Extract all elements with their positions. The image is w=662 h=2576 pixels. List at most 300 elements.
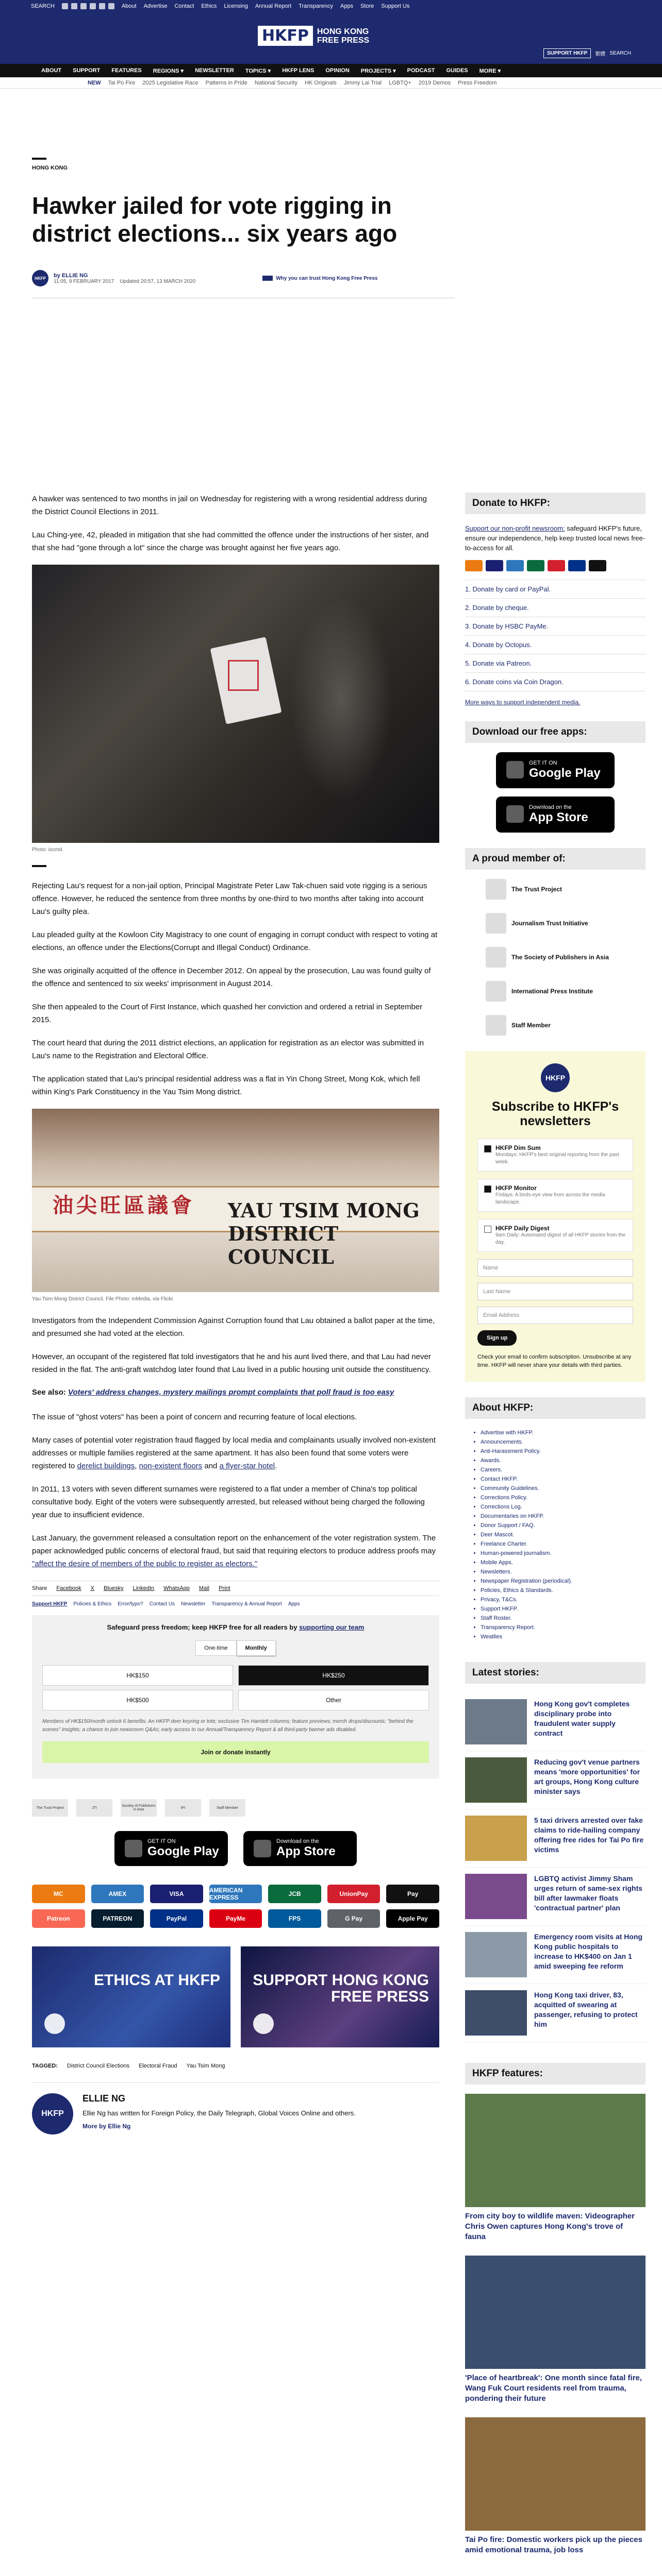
- sidebar-heading-donate: Donate to HKFP:: [465, 493, 646, 514]
- top-link-store[interactable]: Store: [360, 3, 374, 9]
- instagram-icon[interactable]: [80, 3, 87, 9]
- sidebar-heading-latest: Latest stories:: [465, 1662, 646, 1684]
- nav-item-features[interactable]: FEATURES: [111, 67, 142, 74]
- about-link[interactable]: • Community Guidelines.: [481, 1484, 646, 1493]
- trending-item[interactable]: 2025 Legislative Race: [142, 79, 198, 86]
- feature-image[interactable]: [465, 2094, 646, 2207]
- newsletter-signup: [465, 1051, 646, 1382]
- unionpay-icon: [548, 560, 565, 571]
- latest-stories: [465, 1693, 646, 2042]
- latest-story[interactable]: [465, 1868, 646, 1926]
- member-name: International Press Institute: [511, 988, 593, 995]
- newsletter-option-desc: Mondays: HKFP's best original reporting from the past week.: [495, 1152, 619, 1165]
- card-logos: [465, 560, 646, 571]
- language-toggle[interactable]: 繁體: [595, 52, 606, 57]
- share-whatsapp[interactable]: WhatsApp: [163, 1585, 190, 1591]
- nav-item-about[interactable]: ABOUT: [41, 67, 62, 74]
- about-link[interactable]: • Weatlies: [481, 1632, 646, 1641]
- support-hkfp-button[interactable]: SUPPORT HKFP: [543, 48, 591, 58]
- latest-story[interactable]: [465, 1809, 646, 1868]
- about-link[interactable]: • Corrections Log.: [481, 1502, 646, 1512]
- jti-icon: [486, 913, 506, 934]
- author-avatar[interactable]: HKFP: [32, 270, 48, 286]
- about-link[interactable]: • Donor Support / FAQ.: [481, 1521, 646, 1530]
- top-link-licensing[interactable]: Licensing: [224, 3, 248, 9]
- masthead-actions: [543, 48, 631, 58]
- donation-method[interactable]: 1. Donate by card or PayPal.: [465, 580, 646, 598]
- amount-option[interactable]: HK$500: [42, 1690, 233, 1710]
- meta-link[interactable]: Transparency & Annual Report: [211, 1601, 282, 1607]
- donate-description: [465, 523, 646, 553]
- meta-link[interactable]: Apps: [288, 1601, 300, 1607]
- paragraph: She was originally acquitted of the offence in December 2012. On appeal by the prosecution, Lau was found guilty of the offence and sentenced to six weeks' imprisonment in August 2014.: [32, 967, 431, 988]
- donate-banner: [42, 1623, 429, 1631]
- about-link[interactable]: • Mobile Apps.: [481, 1558, 646, 1567]
- paragraph: She then appealed to the Court of First Instance, which quashed her conviction and ordered a retrial in September 2015.: [32, 1003, 423, 1024]
- inline-link[interactable]: non-existent floors: [139, 1462, 203, 1470]
- meta-links: [32, 1596, 439, 1612]
- meta-link[interactable]: Contact Us: [149, 1601, 175, 1607]
- social-icons: [62, 3, 114, 9]
- share-facebook[interactable]: Facebook: [56, 1585, 81, 1591]
- about-link[interactable]: • Privacy, T&Cs.: [481, 1595, 646, 1604]
- jcb-icon: [527, 560, 544, 571]
- about-link[interactable]: • Policies, Ethics & Standards.: [481, 1586, 646, 1595]
- promo-text: SUPPORT HONG KONG FREE PRESS: [253, 1972, 429, 2005]
- sidebar-heading-member: A proud member of:: [465, 848, 646, 870]
- story-thumbnail[interactable]: [465, 1816, 527, 1861]
- about-link[interactable]: • Staff Roster.: [481, 1614, 646, 1623]
- checkbox[interactable]: [484, 1145, 491, 1153]
- paragraph: The application stated that Lau's principal residential address was a flat in Yin Chong Street, Mong Kok, which fell within King's Park Constituency in the Yau Tsim Mong district.: [32, 1075, 420, 1096]
- top-link-advertise[interactable]: Advertise: [143, 3, 168, 9]
- payment-logo: AMERICAN EXPRESS: [209, 1885, 262, 1903]
- feature-image[interactable]: [465, 2417, 646, 2531]
- masthead: [0, 12, 662, 64]
- newsletter-option-name: HKFP Monitor: [495, 1184, 537, 1192]
- threads-icon[interactable]: [99, 3, 105, 9]
- trust-logos: [32, 1799, 439, 1817]
- feature-image[interactable]: [465, 2256, 646, 2369]
- feature-headline[interactable]: 'Place of heartbreak': One month since fatal fire, Wang Fuk Court residents reel from trauma, pondering their future: [465, 2374, 642, 2403]
- top-link-ethics[interactable]: Ethics: [201, 3, 217, 9]
- sign-up-button[interactable]: Sign up: [477, 1330, 517, 1346]
- trending-item[interactable]: 2019 Demos: [418, 79, 451, 86]
- donate-description-link[interactable]: Support our non-profit newsroom:: [465, 524, 565, 532]
- visa-icon: [486, 560, 503, 571]
- feature-headline[interactable]: From city boy to wildlife maven: Videographer Chris Owen captures Hong Kong's trove of fauna: [465, 2212, 635, 2241]
- paragraph-text: Many cases of potential voter registration fraud flagged by local media and complainants usually involved non-existent addresses or multiple families registered at the same apartment. It has also been found that some voters were registered to: [32, 1436, 436, 1470]
- payment-methods: [32, 1885, 439, 1928]
- logo-mark: HKFP: [258, 26, 313, 46]
- nav-item-topics[interactable]: TOPICS ▾: [245, 67, 271, 74]
- author-name[interactable]: ELLIE NG: [82, 2093, 126, 2104]
- feature-headline[interactable]: Tai Po fire: Domestic workers pick up the pieces amid emotional trauma, job loss: [465, 2535, 642, 2554]
- latest-story[interactable]: [465, 1693, 646, 1751]
- play-icon[interactable]: [253, 2013, 274, 2034]
- about-link[interactable]: • Newspaper Registration (periodical).: [481, 1577, 646, 1586]
- store-big-text: Google Play: [147, 1844, 219, 1858]
- nav-item-hkfp-lens[interactable]: HKFP LENS: [282, 67, 315, 74]
- section-rule: [32, 865, 46, 867]
- more-ways-link[interactable]: More ways to support independent media.: [465, 699, 581, 706]
- store-big-text: Google Play: [529, 766, 601, 780]
- paragraph: The court heard that during the 2011 district elections, an application for registration as an elector was submitted in Lau's name to the Registration and Electoral Office.: [32, 1039, 424, 1060]
- paragraph: Rejecting Lau's request for a non-jail option, Principal Magistrate Peter Law Tak-chuen said vote rigging is a serious offence. However, he reduced the sentence from three months by one-third to two months after taking into account Lau's guilty plea.: [32, 882, 427, 916]
- trust-logo[interactable]: JTI: [76, 1799, 112, 1817]
- story-headline[interactable]: Hong Kong taxi driver, 83, acquitted of swearing at passenger, refusing to protect him: [534, 1991, 638, 2028]
- nav-item-newsletter[interactable]: NEWSLETTER: [195, 67, 234, 74]
- newsletter-logo: HKFP: [541, 1063, 570, 1092]
- byline: [32, 270, 646, 286]
- store-small-text: GET IT ON: [529, 760, 557, 766]
- article-photo-council: [32, 1109, 439, 1292]
- share-print[interactable]: Print: [219, 1585, 230, 1591]
- top-utility-bar: [0, 0, 662, 12]
- trust-link[interactable]: Why you can trust Hong Kong Free Press: [262, 276, 377, 281]
- donate-description-text: safeguard HKFP's future, ensure our independence, help keep trusted local news free-to-access for all.: [465, 524, 646, 552]
- last-name-field[interactable]: Last Name: [477, 1283, 633, 1300]
- sidebar: [465, 493, 646, 2569]
- trust-project-icon: [486, 879, 506, 900]
- donation-method[interactable]: 3. Donate by HSBC PayMe.: [465, 617, 646, 635]
- share-bar: [32, 1581, 439, 1596]
- newsletter-title: Subscribe to HKFP's newsletters: [491, 1099, 619, 1128]
- member-name: The Society of Publishers in Asia: [511, 954, 609, 961]
- share-linkedin[interactable]: LinkedIn: [133, 1585, 155, 1591]
- member-logo[interactable]: [486, 947, 646, 968]
- about-link[interactable]: • Newsletters.: [481, 1567, 646, 1577]
- ethics-video-promo[interactable]: [32, 1946, 230, 2047]
- masthead-search-button[interactable]: SEARCH: [609, 50, 631, 56]
- about-link[interactable]: • Advertise with HKFP.: [481, 1428, 646, 1437]
- payment-logo: Patreon: [32, 1909, 85, 1928]
- newsletter-option-text: [495, 1144, 626, 1166]
- newsletter-option-text: [495, 1184, 626, 1206]
- about-link[interactable]: • Deer Mascot.: [481, 1530, 646, 1539]
- photo-sign-chinese: 油尖旺區議會: [53, 1193, 195, 1217]
- newsletter-option-name: HKFP Daily Digest: [495, 1225, 550, 1232]
- main-nav: [0, 64, 662, 77]
- author-box-avatar[interactable]: HKFP: [32, 2093, 73, 2134]
- frequency-one-time[interactable]: One-time: [195, 1640, 236, 1656]
- donation-method[interactable]: 2. Donate by cheque.: [465, 598, 646, 617]
- store-big-text: App Store: [276, 1844, 336, 1858]
- member-name: The Trust Project: [511, 886, 562, 893]
- nav-item-support[interactable]: SUPPORT: [73, 67, 101, 74]
- sidebar-heading-about: About HKFP:: [465, 1397, 646, 1419]
- store-small-text: GET IT ON: [147, 1838, 176, 1844]
- newsletter-option-text: [495, 1225, 626, 1246]
- trending-item[interactable]: HK Originals: [304, 79, 337, 86]
- updated-date: Updated 20:57, 13 MARCH 2020: [120, 278, 196, 284]
- payment-logo: PayMe: [209, 1909, 262, 1928]
- search-link[interactable]: SEARCH: [31, 3, 55, 9]
- feature-story[interactable]: [465, 2094, 646, 2242]
- inline-link[interactable]: "affect the desire of members of the public to register as electors.": [32, 1560, 258, 1568]
- nav-item-podcast[interactable]: PODCAST: [407, 67, 435, 74]
- donation-methods: [465, 580, 646, 691]
- donation-method[interactable]: 4. Donate by Octopus.: [465, 635, 646, 654]
- trending-item[interactable]: Tai Po Fire: [108, 79, 136, 86]
- member-logos: [465, 879, 646, 1036]
- story-thumbnail[interactable]: [465, 1874, 527, 1919]
- story-headline[interactable]: LGBTQ activist Jimmy Sham urges return of same-sex rights bill after lawmaker floats 'contractual partner' plan: [534, 1874, 643, 1912]
- top-link-annual-report[interactable]: Annual Report: [255, 3, 292, 9]
- article-title: Hawker jailed for vote rigging in district elections... six years ago: [32, 192, 398, 247]
- story-headline[interactable]: Emergency room visits at Hong Kong public hospitals to increase to HK$400 on Jan 1 amid sweeping fee reform: [534, 1933, 643, 1970]
- payment-logo: PATREON: [91, 1909, 144, 1928]
- trending-bar: [0, 77, 662, 89]
- newsletter-option[interactable]: [477, 1219, 633, 1252]
- photo-shape: [228, 660, 259, 691]
- join-button[interactable]: Join or donate instantly: [42, 1741, 429, 1763]
- trending-item[interactable]: Patterns in Pride: [205, 79, 247, 86]
- story-headline[interactable]: 5 taxi drivers arrested over fake claims to ride-hailing company offering free rides for Tai Po fire victims: [534, 1816, 644, 1854]
- payment-logo: Apple Pay: [386, 1909, 439, 1928]
- donate-box: [32, 1615, 439, 1778]
- checkbox[interactable]: [484, 1226, 491, 1233]
- app-store-button[interactable]: [496, 796, 615, 833]
- meta-link[interactable]: Policies & Ethics: [73, 1601, 112, 1607]
- story-headline[interactable]: Reducing gov't venue partners means 'more opportunities' for art groups, Hong Kong culture minister says: [534, 1758, 640, 1795]
- top-link-support[interactable]: Support Us: [381, 3, 410, 9]
- about-link[interactable]: • Documentaries on HKFP.: [481, 1512, 646, 1521]
- feature-story[interactable]: [465, 2417, 646, 2555]
- paragraph: A hawker was sentenced to two months in jail on Wednesday for registering with a wrong residential address during the District Council Elections in 2011.: [32, 495, 427, 516]
- sidebar-heading-apps: Download our free apps:: [465, 721, 646, 743]
- paragraph: Lau Ching-yee, 42, pleaded in mitigation that she had committed the offence under the instructions of her sister, and that she had "gone through a lot" since the charge was brought against her five years ago.: [32, 531, 429, 552]
- sopa-icon: [486, 947, 506, 968]
- article-photo-vote: [32, 565, 439, 843]
- sidebar-store-buttons: [465, 752, 646, 833]
- author-bio: Ellie Ng has written for Foreign Policy, the Daily Telegraph, Global Voices Online and others.: [82, 2109, 356, 2117]
- member-logo[interactable]: [486, 879, 646, 900]
- donation-method[interactable]: 6. Donate coins via Coin Dragon.: [465, 672, 646, 691]
- feature-story[interactable]: [465, 2256, 646, 2404]
- about-link[interactable]: • Awards.: [481, 1456, 646, 1465]
- share-bluesky[interactable]: Bluesky: [104, 1585, 124, 1591]
- payment-logo: Pay: [386, 1885, 439, 1903]
- share-x[interactable]: X: [90, 1585, 95, 1591]
- payment-logo: FPS: [268, 1909, 321, 1928]
- share-label: Share: [32, 1585, 47, 1591]
- see-also-link[interactable]: Voters' address changes, mystery mailings prompt complaints that poll fraud is too easy: [68, 1388, 394, 1397]
- nav-item-projects[interactable]: PROJECTS ▾: [360, 67, 396, 74]
- member-logo[interactable]: [486, 1015, 646, 1036]
- payment-logo: AMEX: [91, 1885, 144, 1903]
- about-link[interactable]: • Corrections Policy.: [481, 1493, 646, 1502]
- meta-link[interactable]: Error/typo?: [118, 1601, 143, 1607]
- article-body: [32, 493, 439, 2134]
- support-video-promo[interactable]: [241, 1946, 439, 2047]
- amount-option[interactable]: Other: [238, 1690, 429, 1710]
- first-name-field[interactable]: Name: [477, 1259, 633, 1277]
- member-logo[interactable]: [486, 913, 646, 934]
- author-box: [32, 2082, 439, 2134]
- photo-shape: [290, 596, 393, 802]
- about-link[interactable]: • Anti-Harassment Policy.: [481, 1447, 646, 1456]
- about-link[interactable]: • Support HKFP.: [481, 1604, 646, 1614]
- top-link-apps[interactable]: Apps: [340, 3, 354, 9]
- trust-logo[interactable]: Society of Publishers in Asia: [121, 1799, 157, 1817]
- sidebar-heading-features: HKFP features:: [465, 2063, 646, 2084]
- frequency-toggle: [42, 1640, 429, 1656]
- tag-link[interactable]: Yau Tsim Mong: [186, 2063, 225, 2069]
- see-also: [32, 1386, 439, 1398]
- story-headline[interactable]: Hong Kong gov't completes disciplinary probe into fraudulent water supply contract: [534, 1700, 630, 1737]
- payment-logo: MC: [32, 1885, 85, 1903]
- nav-item-guides[interactable]: GUIDES: [446, 67, 468, 74]
- more-by-author-link[interactable]: More by Ellie Ng: [82, 2123, 131, 2130]
- trending-item[interactable]: National Security: [254, 79, 297, 86]
- member-perks: Members of HK$150/month unlock 6 benefits: An HKFP deer keyring or tote; exclusive Tim Hamlett columns; feature previews; merch drops/discounts; "behind the scenes" insights; a chance to join newsroom Q&As; early access to our Annual/Transparency Report & all third-party banner ads disabled.: [42, 1719, 413, 1733]
- nav-item-opinion[interactable]: OPINION: [325, 67, 350, 74]
- site-logo[interactable]: [258, 26, 369, 46]
- paragraph: However, an occupant of the registered flat told investigators that he and his aunt lived there, and that Lau had never resided in the flat. The anti-graft watchdog later found that Lau lived in a public housing unit outside the constituency.: [32, 1352, 431, 1374]
- paragraph: Investigators from the Independent Commission Against Corruption found that Lau obtained a ballot paper at the time, and presumed she had voted at the election.: [32, 1316, 435, 1338]
- tag-list: [32, 2063, 439, 2069]
- about-link[interactable]: • Transparency Report.: [481, 1623, 646, 1632]
- about-link[interactable]: • Careers.: [481, 1465, 646, 1475]
- latest-story[interactable]: [465, 1751, 646, 1809]
- newsletter-option[interactable]: [477, 1139, 633, 1172]
- trust-logo[interactable]: Staff Member: [209, 1799, 245, 1817]
- paragraph: Many cases of potential voter registration fraud flagged by local media and complainants usually involved non-existent addresses or multiple families registered at the same apartment. It has also been found that some voters were registered to derelict buildings, non-existent floors and a flyer-star hotel.: [32, 1436, 436, 1470]
- paragraph-text: Last January, the government released a consultation report on the enhancement of the voter registration system. The paper acknowledged public concerns of electoral fraud, but said that requiring electors to produce address proofs may: [32, 1534, 436, 1555]
- paragraph: The issue of "ghost voters" has been a point of concern and recurring feature of local elections.: [32, 1413, 357, 1421]
- paragraph: Lau pleaded guilty at the Kowloon City Magistracy to one count of engaging in corrupt conduct with respect to voting at elections, an offence under the Elections(Corrupt and Illegal Conduct) Ordinance.: [32, 930, 438, 952]
- mastercard-icon: [465, 560, 483, 571]
- donation-method[interactable]: 5. Donate via Patreon.: [465, 654, 646, 672]
- promo-text: ETHICS AT HKFP: [94, 1972, 220, 1989]
- donate-banner-link[interactable]: supporting our team: [299, 1623, 365, 1631]
- byline-date: [54, 279, 195, 284]
- category-rule: [32, 158, 46, 160]
- photo-caption: Yau Tsim Mong District Council. File Photo: inMedia, via Flickr.: [32, 1296, 174, 1302]
- app-store-buttons: [32, 1831, 439, 1866]
- tag-link[interactable]: District Council Elections: [67, 2063, 129, 2069]
- youtube-icon[interactable]: [90, 3, 96, 9]
- meta-link[interactable]: Support HKFP: [32, 1601, 68, 1607]
- trending-item[interactable]: Jimmy Lai Trial: [343, 79, 382, 86]
- paragraph: [32, 1532, 439, 1570]
- payment-logo: UnionPay: [327, 1885, 380, 1903]
- facebook-icon[interactable]: [62, 3, 68, 9]
- top-link-transparency[interactable]: Transparency: [299, 3, 333, 9]
- latest-story[interactable]: [465, 1926, 646, 1984]
- top-link-about[interactable]: About: [121, 3, 137, 9]
- linkedin-icon[interactable]: [108, 3, 114, 9]
- payment-logo: JCB: [268, 1885, 321, 1903]
- paragraph: In 2011, 13 voters with seven different surnames were registered to a flat under a member of China's top political consultative body. Eight of the voters were subsequently arrested, but released without being charged the following year due to insufficient evidence.: [32, 1485, 425, 1519]
- article-category[interactable]: HONG KONG: [32, 165, 68, 171]
- paypal-icon: [568, 560, 586, 571]
- tag-link[interactable]: Electoral Fraud: [138, 2063, 177, 2069]
- newsletter-footnote: Check your email to confirm subscription. Unsubscribe at any time. HKFP will never share your details with third parties.: [477, 1354, 632, 1368]
- ipi-icon: [486, 981, 506, 1002]
- logo-text-line-1: HONG KONG: [317, 27, 369, 36]
- amount-option[interactable]: HK$150: [42, 1665, 233, 1686]
- share-mail[interactable]: Mail: [198, 1585, 210, 1591]
- x-icon[interactable]: [71, 3, 77, 9]
- byline-author[interactable]: by ELLIE NG: [54, 272, 88, 279]
- payment-logo: G Pay: [327, 1909, 380, 1928]
- about-links: [465, 1428, 646, 1641]
- trust-logo[interactable]: The Trust Project: [32, 1799, 68, 1817]
- inline-link[interactable]: a flyer-star hotel: [219, 1462, 275, 1470]
- byline-text: [54, 273, 195, 284]
- story-thumbnail[interactable]: [465, 1932, 527, 1977]
- see-also-label: See also:: [32, 1388, 66, 1397]
- promo-banners: [32, 1946, 439, 2047]
- about-link[interactable]: • Human-powered journalism.: [481, 1549, 646, 1558]
- member-logo[interactable]: [486, 981, 646, 1002]
- about-link[interactable]: • Announcements.: [481, 1437, 646, 1447]
- email-field[interactable]: Email Address: [477, 1307, 633, 1324]
- play-icon[interactable]: [44, 2013, 65, 2034]
- latest-story[interactable]: [465, 1984, 646, 2042]
- photo-sign-english: YAU TSIM MONG DISTRICT COUNCIL: [228, 1199, 420, 1268]
- logo-text: [317, 27, 369, 45]
- payment-logo: VISA: [150, 1885, 203, 1903]
- page-wrap: [16, 158, 646, 2554]
- inline-link[interactable]: derelict buildings: [77, 1462, 135, 1470]
- frequency-monthly[interactable]: Monthly: [237, 1640, 276, 1656]
- meta-link[interactable]: Newsletter: [181, 1601, 206, 1607]
- tagged-label: TAGGED:: [32, 2063, 58, 2069]
- newsletter-option-desc: Fridays: A birds-eye view from across the media landscape.: [495, 1192, 605, 1205]
- checkbox[interactable]: [484, 1185, 491, 1193]
- logo-text-line-2: FREE PRESS: [317, 36, 370, 45]
- app-store-button[interactable]: [243, 1831, 357, 1866]
- payment-logo: PayPal: [150, 1909, 203, 1928]
- store-small-text: Download on the: [529, 804, 572, 810]
- trust-logo[interactable]: IPI: [165, 1799, 201, 1817]
- store-big-text: App Store: [529, 810, 588, 824]
- newsletter-option-desc: 9am Daily: Automated digest of all HKFP stories from the day.: [495, 1232, 626, 1245]
- amount-option[interactable]: HK$250: [238, 1665, 429, 1686]
- staff-member-icon: [486, 1015, 506, 1036]
- new-label: NEW: [88, 79, 101, 86]
- about-link[interactable]: • Contact HKFP.: [481, 1475, 646, 1484]
- trending-item[interactable]: LGBTQ+: [389, 79, 411, 86]
- google-play-button[interactable]: [114, 1831, 228, 1866]
- trending-item[interactable]: Press Freedom: [458, 79, 497, 86]
- about-link[interactable]: • Freelance Charter.: [481, 1539, 646, 1549]
- store-small-text: Download on the: [276, 1838, 319, 1844]
- story-thumbnail[interactable]: [465, 1757, 527, 1803]
- donate-banner-text: Safeguard press freedom; keep HKFP free for all readers by: [107, 1623, 300, 1631]
- photo-caption: Photo: iocmd.: [32, 847, 64, 853]
- member-name: Staff Member: [511, 1022, 551, 1029]
- amount-options: [42, 1665, 429, 1710]
- newsletter-option-name: HKFP Dim Sum: [495, 1144, 541, 1151]
- google-play-button[interactable]: [496, 752, 615, 788]
- story-thumbnail[interactable]: [465, 1699, 527, 1744]
- apple-pay-icon: [589, 560, 606, 571]
- nav-item-more[interactable]: MORE ▾: [479, 67, 501, 74]
- story-thumbnail[interactable]: [465, 1990, 527, 2036]
- nav-item-regions[interactable]: REGIONS ▾: [153, 67, 184, 74]
- amex-icon: [506, 560, 524, 571]
- newsletter-option[interactable]: [477, 1179, 633, 1212]
- publish-date: 11:05, 9 FEBRUARY 2017: [54, 278, 114, 284]
- feature-stories: [465, 2094, 646, 2555]
- author-box-text: [82, 2093, 412, 2134]
- member-name: Journalism Trust Initiative: [511, 920, 588, 927]
- top-link-contact[interactable]: Contact: [174, 3, 194, 9]
